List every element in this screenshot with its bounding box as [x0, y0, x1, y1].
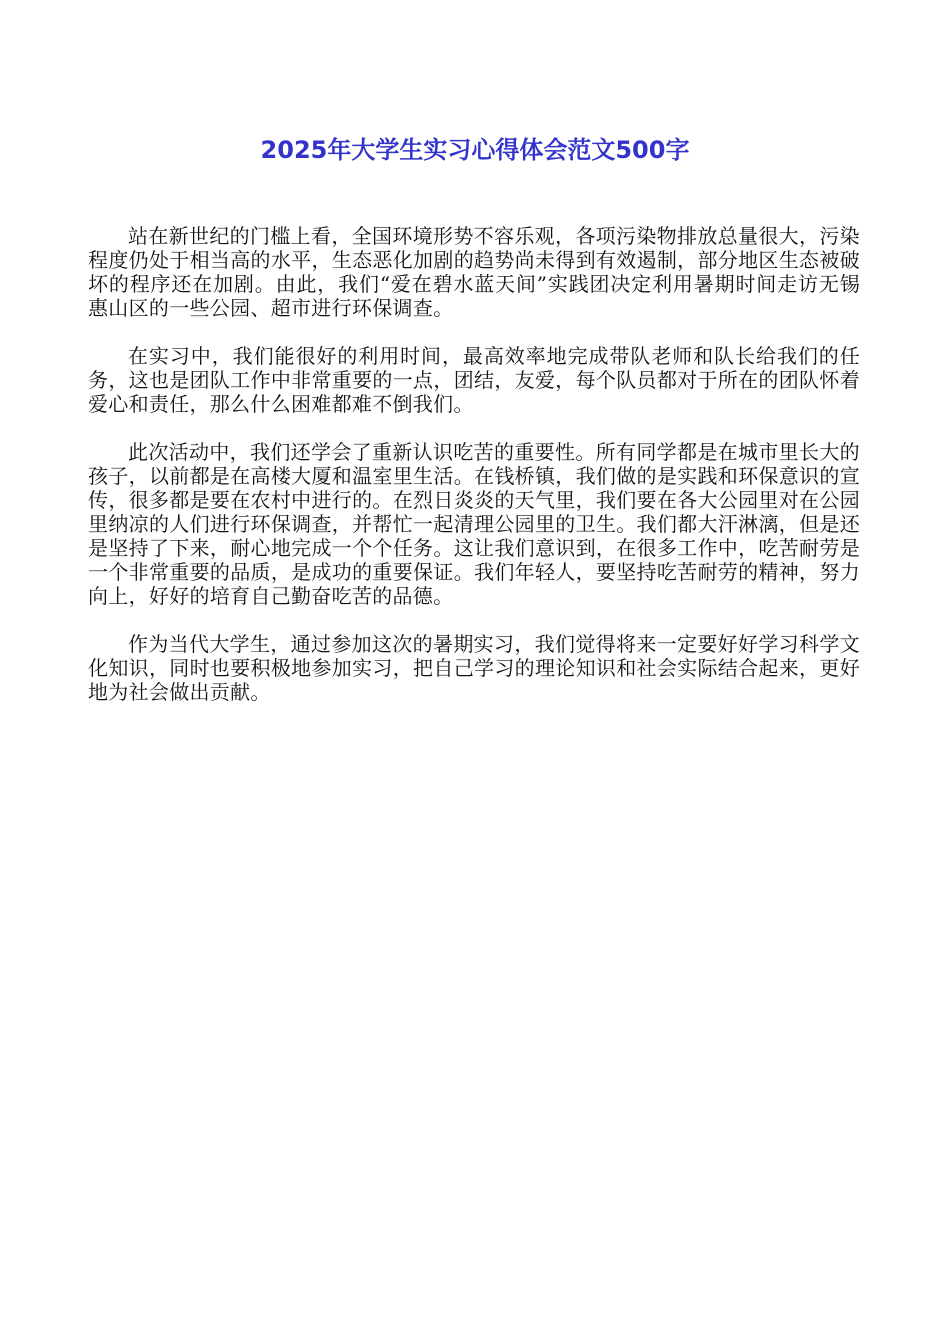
paragraph-4: 作为当代大学生，通过参加这次的暑期实习，我们觉得将来一定要好好学习科学文化知识，同时也要积极地参加实习，把自己学习的理论知识和社会实际结合起来，更好地为社会做出贡献。 — [88, 632, 860, 704]
paragraph-2: 在实习中，我们能很好的利用时间，最高效率地完成带队老师和队长给我们的任务，这也是团队工作中非常重要的一点，团结，友爱，每个队员都对于所在的团队怀着爱心和责任，那么什么困难都难不倒我们。 — [88, 344, 860, 416]
paragraph-3: 此次活动中，我们还学会了重新认识吃苦的重要性。所有同学都是在城市里长大的孩子，以前都是在高楼大厦和温室里生活。在钱桥镇，我们做的是实践和环保意识的宣传，很多都是要在农村中进行的。在烈日炎炎的天气里，我们要在各大公园里对在公园里纳凉的人们进行环保调查，并帮忙一起清理公园里的卫生。我们都大汗淋漓，但是还是坚持了下来，耐心地完成一个个任务。这让我们意识到，在很多工作中，吃苦耐劳是一个非常重要的品质，是成功的重要保证。我们年轻人，要坚持吃苦耐劳的精神，努力向上，好好的培育自己勤奋吃苦的品德。 — [88, 440, 860, 608]
document-title: 2025年大学生实习心得体会范文500字 — [260, 136, 690, 164]
document-body — [88, 224, 860, 728]
paragraph-1: 站在新世纪的门槛上看，全国环境形势不容乐观，各项污染物排放总量很大，污染程度仍处于相当高的水平，生态恶化加剧的趋势尚未得到有效遏制，部分地区生态被破坏的程序还在加剧。由此，我们“爱在碧水蓝天间”实践团决定利用暑期时间走访无锡惠山区的一些公园、超市进行环保调查。 — [88, 224, 860, 320]
